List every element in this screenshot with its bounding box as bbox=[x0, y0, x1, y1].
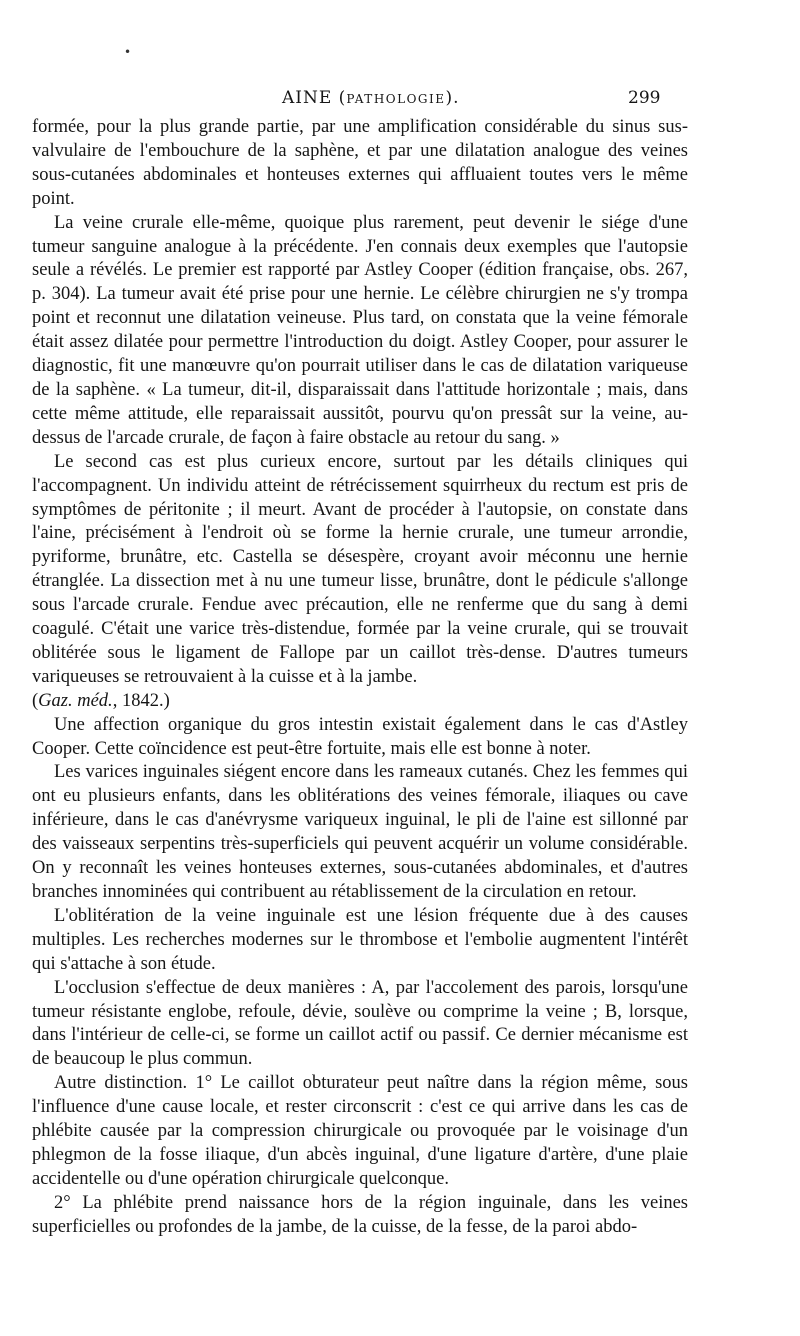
paragraph-7: L'occlusion s'effectue de deux manières : A, par l'accolement des parois, lorsqu'une tumeur résistante englobe, refoule, dévie, soulève ou comprime la veine ; B, lorsque, dans l'intérieur de celle-ci, se forme un caillot actif ou passif. Ce dernier mécanisme est de beaucoup le plus commun. bbox=[32, 977, 688, 1070]
page-number: 299 bbox=[628, 88, 661, 108]
paragraph-6: L'oblitération de la veine inguinale est une lésion fréquente due à des causes multiples. Les recherches modernes sur le thrombose et l'embolie augmentent l'intérêt qui s'attache à son étude. bbox=[32, 905, 688, 974]
running-header bbox=[0, 88, 800, 112]
citation-source: Gaz. méd. bbox=[38, 690, 113, 711]
paragraph-1: formée, pour la plus grande partie, par une amplification considérable du sinus sus-valvulaire de l'embouchure de la saphène, et par une dilatation analogue des veines sous-cutanées abdominales et honteuses externes qui affluaient toutes vers le même point. bbox=[32, 117, 688, 209]
paragraph-3-text: Le second cas est plus curieux encore, surtout par les détails cliniques qui l'accompagnent. Un individu atteint de rétrécissement squirrheux du rectum est pris de symptômes de péritonite ; il meurt. Avant de procéder à l'autopsie, on constate dans l'aine, précisément à l'endroit où se forme la hernie crurale, une tumeur arrondie, pyriforme, brunâtre, etc. Castella se désespère, croyant avoir méconnu une hernie étranglée. La dissection met à nu une tumeur lisse, brunâtre, dont le pédicule s'allonge sous l'arcade crurale. Fendue avec précaution, elle ne renferme que du sang à demi coagulé. C'était une varice très-distendue, formée par la veine crurale, qui se trouvait oblitérée sous le ligament de Fallope par un caillot très-dense. D'autres tumeurs variqueuses se retrouvaient à la cuisse et à la jambe. bbox=[32, 451, 688, 687]
bullet-mark: • bbox=[124, 45, 132, 59]
title-main: AINE ( bbox=[282, 88, 347, 108]
paragraph-9: 2° La phlébite prend naissance hors de la région inguinale, dans les veines superficielles ou profondes de la jambe, de la cuisse, de la fesse, de la paroi abdo- bbox=[32, 1192, 688, 1237]
paragraph-4: Une affection organique du gros intestin existait également dans le cas d'Astley Cooper. Cette coïncidence est peut-être fortuite, mais elle est bonne à noter. bbox=[32, 714, 688, 759]
paragraph-8: Autre distinction. 1° Le caillot obturateur peut naître dans la région même, sous l'influence d'une cause locale, et rester circonscrit : c'est ce qui arrive dans les cas de phlébite causée par la compression chirurgicale ou provoquée par le voisinage d'un phlegmon de la fosse iliaque, d'un abcès inguinal, d'une ligature d'artère, d'une plaie accidentelle ou d'une opération chirurgicale quelconque. bbox=[32, 1073, 688, 1189]
paragraph-5: Les varices inguinales siégent encore dans les rameaux cutanés. Chez les femmes qui ont eu plusieurs enfants, dans les oblitérations des veines fémorale, iliaques ou cave inférieure, dans le cas d'anévrysme variqueux inguinal, le pli de l'aine est sillonné par des vaisseaux serpentins très-superficiels qui peuvent acquérir un volume considérable. On y reconnaît les veines honteuses externes, sous-cutanées abdominales, et d'autres branches innominées qui contribuent au rétablissement de la circulation en retour. bbox=[32, 762, 688, 902]
citation-year: , 1842.) bbox=[112, 690, 170, 711]
body-text bbox=[32, 116, 688, 1240]
paragraph-3 bbox=[32, 451, 688, 714]
title-smallcaps: PATHOLOGIE bbox=[346, 92, 446, 106]
citation-open: ( bbox=[32, 690, 39, 711]
running-title bbox=[282, 88, 460, 108]
paragraph-2: La veine crurale elle-même, quoique plus rarement, peut devenir le siége d'une tumeur sanguine analogue à la précédente. J'en connais deux exemples que l'autopsie seule a révélés. Le premier est rapporté par Astley Cooper (édition française, obs. 267, p. 304). La tumeur avait été prise pour une hernie. Le célèbre chirurgien ne s'y trompa point et reconnut une dilatation veineuse. Plus tard, on constata que la veine fémorale était assez dilatée pour permettre l'introduction du doigt. Astley Cooper, pour assurer le diagnostic, fit une manœuvre qu'on pourrait utiliser dans le cas de dilatation variqueuse de la saphène. « La tumeur, dit-il, disparaissait dans l'attitude horizontale ; mais, dans cette même attitude, elle reparaissait aussitôt, pourvu qu'on pressât sur la veine, au-dessus de l'arcade crurale, de façon à faire obstacle au retour du sang. » bbox=[32, 212, 688, 448]
title-close: ). bbox=[445, 88, 460, 108]
